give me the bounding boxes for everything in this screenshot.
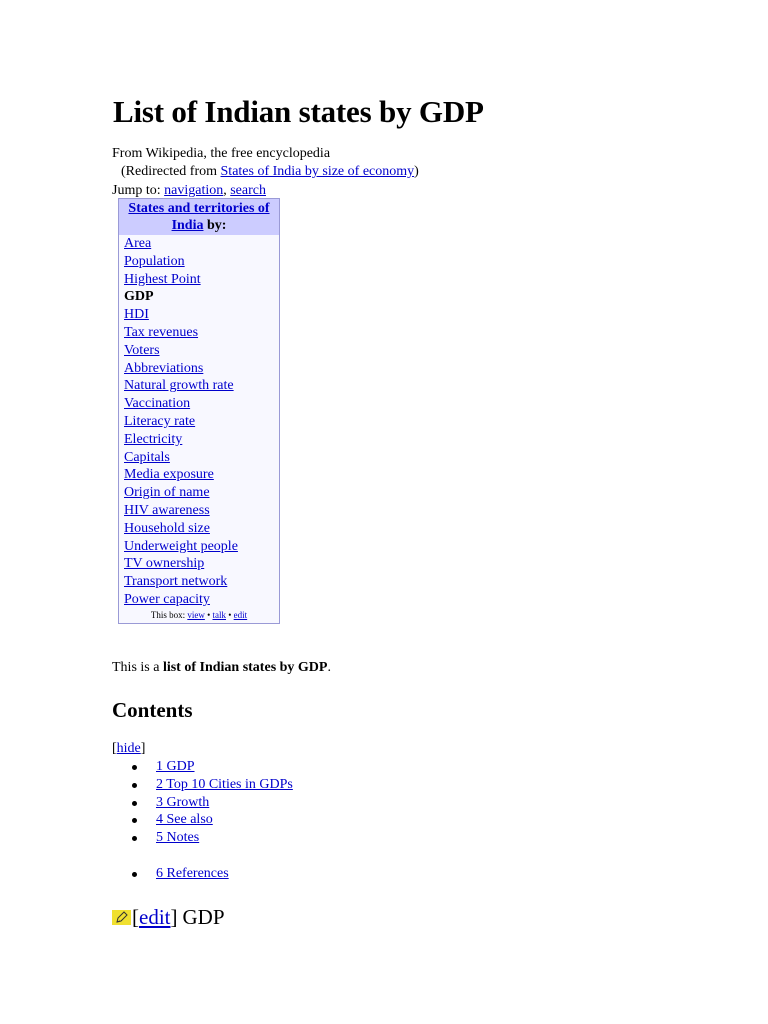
- toc-link[interactable]: 6 References: [156, 865, 229, 881]
- intro-suffix: .: [327, 660, 331, 675]
- navbox-header-suffix: by:: [203, 218, 227, 233]
- navbox-item: [124, 555, 279, 573]
- jump-search-link[interactable]: search: [230, 183, 266, 198]
- navbox-item: [124, 306, 279, 324]
- navbox-item: [124, 360, 279, 378]
- section-heading-text: GDP: [182, 905, 225, 929]
- section-edit-link[interactable]: edit: [139, 905, 171, 929]
- navbox-item: [124, 573, 279, 591]
- toggle-close: ]: [140, 741, 146, 756]
- navbox-item-link[interactable]: Electricity: [124, 431, 183, 447]
- navbox-edit-link[interactable]: edit: [233, 609, 248, 620]
- toc-item: [132, 811, 293, 829]
- navbox-item: [124, 342, 279, 360]
- jump-separator: ,: [223, 183, 231, 198]
- navbox-item: [124, 324, 279, 342]
- table-of-contents: [132, 758, 293, 883]
- site-tagline: From Wikipedia, the free encyclopedia: [112, 146, 331, 161]
- navbox-item-link[interactable]: Literacy rate: [124, 413, 196, 429]
- toc-hide-link[interactable]: hide: [116, 741, 141, 756]
- navbox-footer-sep: •: [204, 609, 213, 620]
- toc-link[interactable]: 2 Top 10 Cities in GDPs: [156, 776, 293, 792]
- navbox-item-link[interactable]: Abbreviations: [124, 360, 204, 376]
- redirect-prefix: (Redirected from: [121, 164, 221, 179]
- states-navbox: [118, 198, 280, 624]
- navbox-item: [124, 484, 279, 502]
- navbox-footer-prefix: This box:: [150, 609, 188, 620]
- navbox-item-link[interactable]: HDI: [124, 307, 149, 323]
- section-heading-gdp: [112, 904, 225, 930]
- navbox-view-link[interactable]: view: [187, 609, 205, 620]
- toc-item: [132, 758, 293, 776]
- redirect-notice: [121, 163, 419, 181]
- redirect-link[interactable]: States of India by size of economy: [220, 164, 415, 179]
- contents-toggle: [112, 740, 145, 758]
- edit-close: ]: [170, 905, 178, 929]
- navbox-item-link[interactable]: Vaccination: [124, 396, 191, 412]
- intro-paragraph: [112, 659, 331, 677]
- navbox-item-link[interactable]: HIV awareness: [124, 502, 210, 518]
- navbox-item: [124, 502, 279, 520]
- contents-title: Contents: [112, 698, 193, 722]
- jump-navigation-link[interactable]: navigation: [164, 183, 224, 198]
- navbox-item-link[interactable]: TV ownership: [124, 556, 205, 572]
- navbox-item: [124, 377, 279, 395]
- navbox-talk-link[interactable]: talk: [212, 609, 226, 620]
- navbox-item: [124, 591, 279, 609]
- navbox-item-link[interactable]: Voters: [124, 342, 160, 358]
- edit-open: [: [132, 905, 139, 929]
- pencil-icon[interactable]: [112, 910, 131, 925]
- navbox-item-link[interactable]: Area: [124, 236, 152, 251]
- navbox-item-link[interactable]: Underweight people: [124, 538, 238, 554]
- jump-prefix: Jump to:: [112, 183, 165, 198]
- navbox-item: [124, 431, 279, 449]
- navbox-item: [124, 520, 279, 538]
- toc-item: [132, 829, 293, 847]
- navbox-footer: [119, 609, 279, 623]
- navbox-item: [124, 466, 279, 484]
- navbox-item: [124, 235, 279, 253]
- redirect-suffix: ): [414, 164, 419, 179]
- navbox-item: [124, 253, 279, 271]
- navbox-header-link[interactable]: States and territories of India: [128, 201, 270, 233]
- toc-link[interactable]: 3 Growth: [156, 794, 210, 810]
- intro-bold: list of Indian states by GDP: [162, 660, 328, 675]
- intro-prefix: This is a: [112, 660, 163, 675]
- navbox-item-link[interactable]: Power capacity: [124, 591, 210, 607]
- section-edit: [132, 904, 178, 930]
- navbox-item-link[interactable]: Household size: [124, 520, 210, 536]
- navbox-item-link[interactable]: Origin of name: [124, 485, 210, 501]
- navbox-footer-sep: •: [226, 609, 234, 620]
- navbox-item: [124, 288, 279, 306]
- page-title: List of Indian states by GDP: [113, 94, 484, 129]
- toggle-open: [: [112, 741, 117, 756]
- navbox-item: [124, 413, 279, 431]
- navbox-item: [124, 449, 279, 467]
- toc-link[interactable]: 1 GDP: [156, 759, 195, 774]
- navbox-item: [124, 271, 279, 289]
- navbox-item-current: GDP: [124, 289, 154, 305]
- navbox-item-link[interactable]: Capitals: [124, 449, 170, 465]
- navbox-item-link[interactable]: Highest Point: [124, 271, 201, 287]
- navbox-item-link[interactable]: Media exposure: [124, 467, 214, 483]
- toc-item: [132, 865, 293, 883]
- navbox-item: [124, 395, 279, 413]
- toc-item: [132, 776, 293, 794]
- toc-link[interactable]: 4 See also: [156, 812, 213, 828]
- navbox-header: [119, 199, 279, 235]
- navbox-item-link[interactable]: Transport network: [124, 574, 228, 590]
- toc-item: [132, 794, 293, 812]
- toc-link[interactable]: 5 Notes: [156, 830, 200, 846]
- navbox-item: [124, 538, 279, 556]
- navbox-list: [119, 235, 279, 609]
- navbox-item-link[interactable]: Population: [124, 253, 185, 269]
- navbox-item-link[interactable]: Natural growth rate: [124, 378, 234, 394]
- navbox-item-link[interactable]: Tax revenues: [124, 324, 199, 340]
